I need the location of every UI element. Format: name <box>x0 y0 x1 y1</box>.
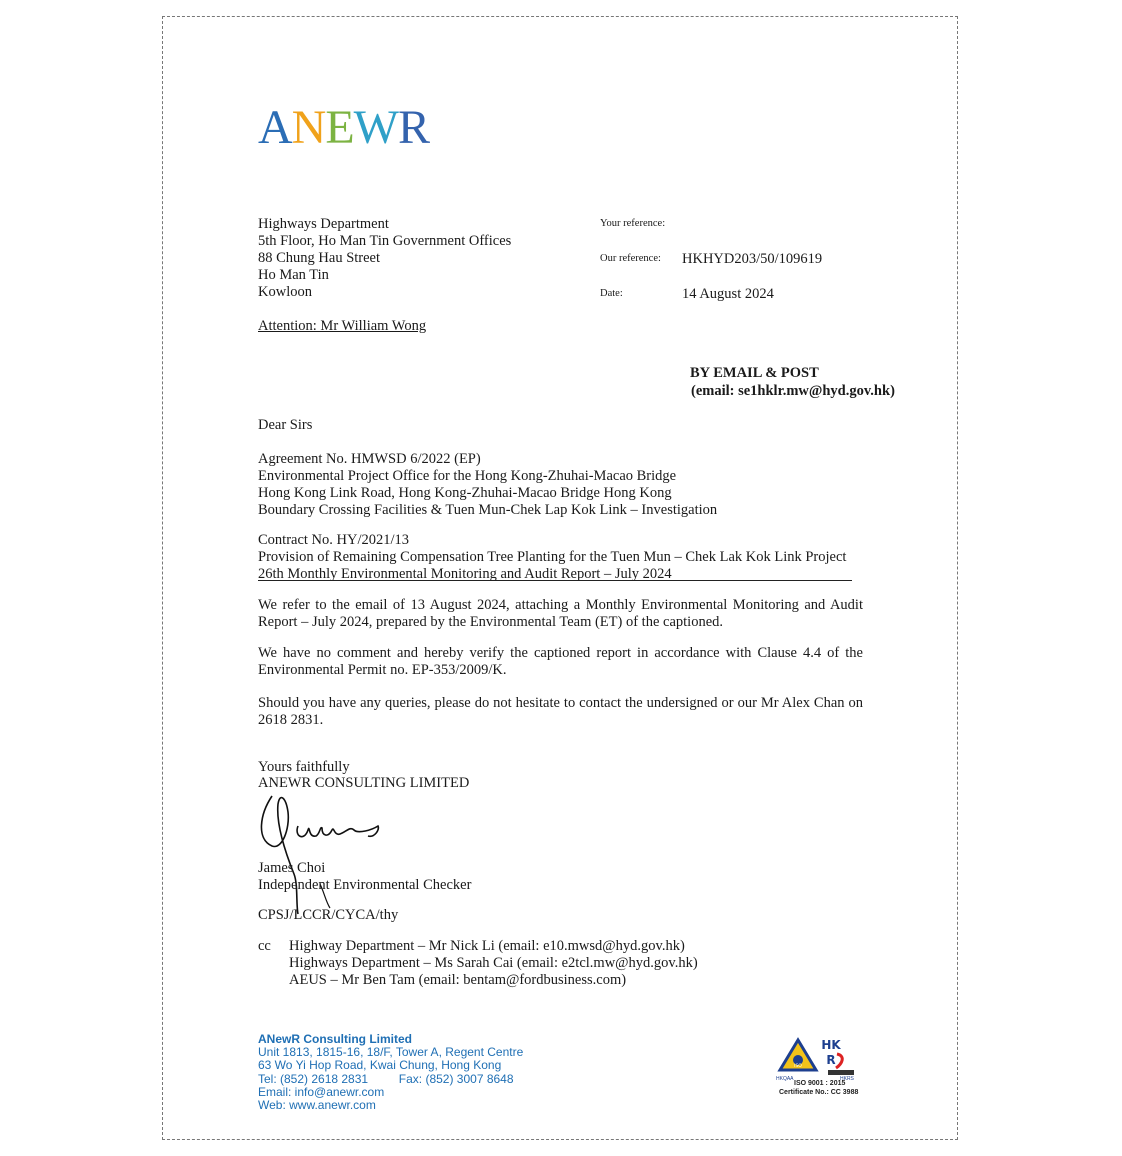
body-paragraph: We refer to the email of 13 August 2024, attaching a Monthly Environmental Monitoring and Audit Report – July 2024, prepared by the Environmental Team (ET) of the captioned. <box>258 597 863 630</box>
anewr-logo <box>258 100 429 156</box>
footer-fax: Fax: (852) 3007 8648 <box>398 1071 514 1086</box>
cc-line: AEUS – Mr Ben Tam (email: bentam@fordbusiness.com) <box>289 972 627 988</box>
cc-label: cc <box>258 938 271 954</box>
contract-line: 26th Monthly Environmental Monitoring and Audit Report – July 2024 <box>258 566 672 582</box>
footer-company: ANewR Consulting Limited <box>258 1032 412 1046</box>
certificate-number: Certificate No.: CC 3988 <box>779 1089 859 1096</box>
logo-letter-e: E <box>325 101 354 154</box>
svg-text:R: R <box>826 1053 836 1067</box>
contract-line: Contract No. HY/2021/13 <box>258 532 410 548</box>
hkrs-text: HKRS <box>840 1076 854 1082</box>
closing-line: Yours faithfully <box>258 759 350 775</box>
attention-line: Attention: Mr William Wong <box>258 318 427 334</box>
footer-address-2: 63 Wo Yi Hop Road, Kwai Chung, Hong Kong <box>258 1058 502 1073</box>
reference-initials: CPSJ/LCCR/CYCA/thy <box>258 907 399 923</box>
your-reference-label: Your reference: <box>600 218 666 229</box>
footer-phone-row <box>258 1073 523 1086</box>
agreement-line: Environmental Project Office for the Hong Kong-Zhuhai-Macao Bridge <box>258 468 677 484</box>
delivery-email: (email: se1hklr.mw@hyd.gov.hk) <box>691 383 895 399</box>
signature <box>250 784 390 924</box>
cc-line: Highway Department – Mr Nick Li (email: e10.mwsd@hyd.gov.hk) <box>289 938 685 954</box>
footer-tel: Tel: (852) 2618 2831 <box>258 1071 369 1086</box>
salutation: Dear Sirs <box>258 417 313 433</box>
our-reference-value: HKHYD203/50/109619 <box>682 251 823 267</box>
hkqaa-text: HKQAA <box>776 1076 794 1082</box>
signatory-title: Independent Environmental Checker <box>258 877 472 893</box>
address-line: 5th Floor, Ho Man Tin Government Offices <box>258 233 512 249</box>
date-value: 14 August 2024 <box>682 286 774 302</box>
agreement-line: Boundary Crossing Facilities & Tuen Mun-Chek Lap Kok Link – Investigation <box>258 502 718 518</box>
date-label: Date: <box>600 288 623 299</box>
logo-letter-n: N <box>291 101 326 154</box>
body-paragraph: We have no comment and hereby verify the captioned report in accordance with Clause 4.4 of the Environmental Permit no. EP-353/2009/K. <box>258 645 863 678</box>
footer-address-1: Unit 1813, 1815-16, 18/F, Tower A, Regent Centre <box>258 1045 524 1060</box>
hkqaa-logo <box>776 1036 866 1078</box>
contract-line: Provision of Remaining Compensation Tree Planting for the Tuen Mun – Chek Lak Kok Link Project <box>258 549 847 565</box>
footer-web: Web: www.anewr.com <box>258 1098 376 1113</box>
certification-marks <box>776 1036 864 1096</box>
logo-letter-a: A <box>258 101 292 154</box>
address-line: Kowloon <box>258 284 312 300</box>
svg-text:ISO: ISO <box>794 1064 802 1069</box>
address-line: 88 Chung Hau Street <box>258 250 381 266</box>
address-line: Highways Department <box>258 216 389 232</box>
iso-label: ISO 9001 : 2015 <box>794 1080 846 1087</box>
svg-text:HK: HK <box>821 1038 841 1052</box>
logo-letter-r: R <box>397 101 429 154</box>
footer-email: Email: info@anewr.com <box>258 1084 385 1099</box>
cc-line: Highways Department – Ms Sarah Cai (email: e2tcl.mw@hyd.gov.hk) <box>289 955 698 971</box>
agreement-line: Agreement No. HMWSD 6/2022 (EP) <box>258 451 481 467</box>
company-name: ANEWR CONSULTING LIMITED <box>258 775 470 791</box>
agreement-line: Hong Kong Link Road, Hong Kong-Zhuhai-Macao Bridge Hong Kong <box>258 485 672 501</box>
footer <box>258 1033 523 1112</box>
delivery-method: BY EMAIL & POST <box>690 365 819 381</box>
our-reference-label: Our reference: <box>600 253 661 264</box>
logo-letter-w: W <box>353 101 398 154</box>
subject-underline <box>258 580 852 581</box>
body-paragraph: Should you have any queries, please do not hesitate to contact the undersigned or our Mr Alex Chan on 2618 2831. <box>258 695 863 728</box>
address-line: Ho Man Tin <box>258 267 329 283</box>
signatory-name: James Choi <box>258 860 326 876</box>
